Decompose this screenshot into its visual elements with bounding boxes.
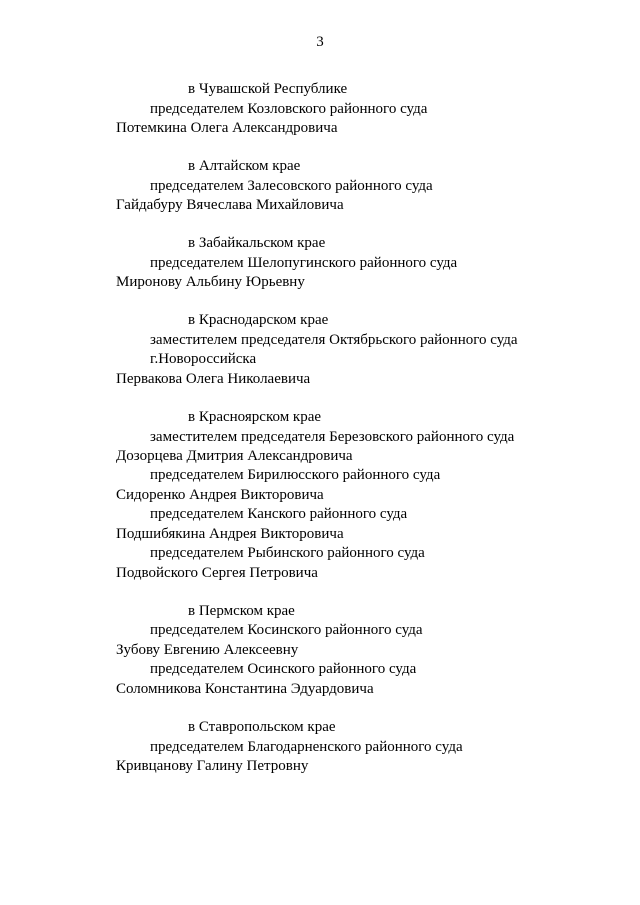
region-heading: в Пермском крае	[188, 603, 295, 619]
person-name: Потемкина Олега Александровича	[116, 120, 338, 136]
region-heading: в Чувашской Республике	[188, 81, 348, 97]
position-line: председателем Благодарненского районного суда	[150, 739, 463, 755]
position-line: председателем Бирилюсского районного суда	[150, 467, 441, 483]
region-heading: в Алтайском крае	[188, 158, 301, 174]
person-name: Подвойского Сергея Петровича	[116, 565, 318, 581]
position-line: председателем Осинского районного суда	[150, 661, 417, 677]
region-heading: в Красноярском крае	[188, 409, 322, 425]
person-name: Миронову Альбину Юрьевну	[116, 274, 305, 290]
person-name: Подшибякина Андрея Викторовича	[116, 526, 344, 542]
person-name: Кривцанову Галину Петровну	[116, 758, 309, 774]
position-line-continued: г.Новороссийска	[150, 351, 257, 367]
person-name: Гайдабуру Вячеслава Михайловича	[116, 197, 344, 213]
person-name: Первакова Олега Николаевича	[116, 371, 311, 387]
region-heading: в Ставропольском крае	[188, 719, 336, 735]
position-line: председателем Косинского районного суда	[150, 622, 423, 638]
person-name: Дозорцева Дмитрия Александровича	[116, 448, 353, 464]
position-line: председателем Рыбинского районного суда	[150, 545, 425, 561]
position-line: председателем Козловского районного суда	[150, 101, 428, 117]
region-heading: в Краснодарском крае	[188, 312, 329, 328]
person-name: Соломникова Константина Эдуардовича	[116, 681, 374, 697]
page-number: 3	[316, 34, 324, 50]
person-name: Сидоренко Андрея Викторовича	[116, 487, 324, 503]
position-line: председателем Шелопугинского районного суда	[150, 255, 458, 271]
person-name: Зубову Евгению Алексеевну	[116, 642, 299, 658]
position-line: председателем Залесовского районного суда	[150, 178, 433, 194]
region-heading: в Забайкальском крае	[188, 235, 326, 251]
position-line: заместителем председателя Октябрьского районного суда	[150, 332, 518, 348]
position-line: председателем Канского районного суда	[150, 506, 408, 522]
position-line: заместителем председателя Березовского районного суда	[150, 429, 515, 445]
